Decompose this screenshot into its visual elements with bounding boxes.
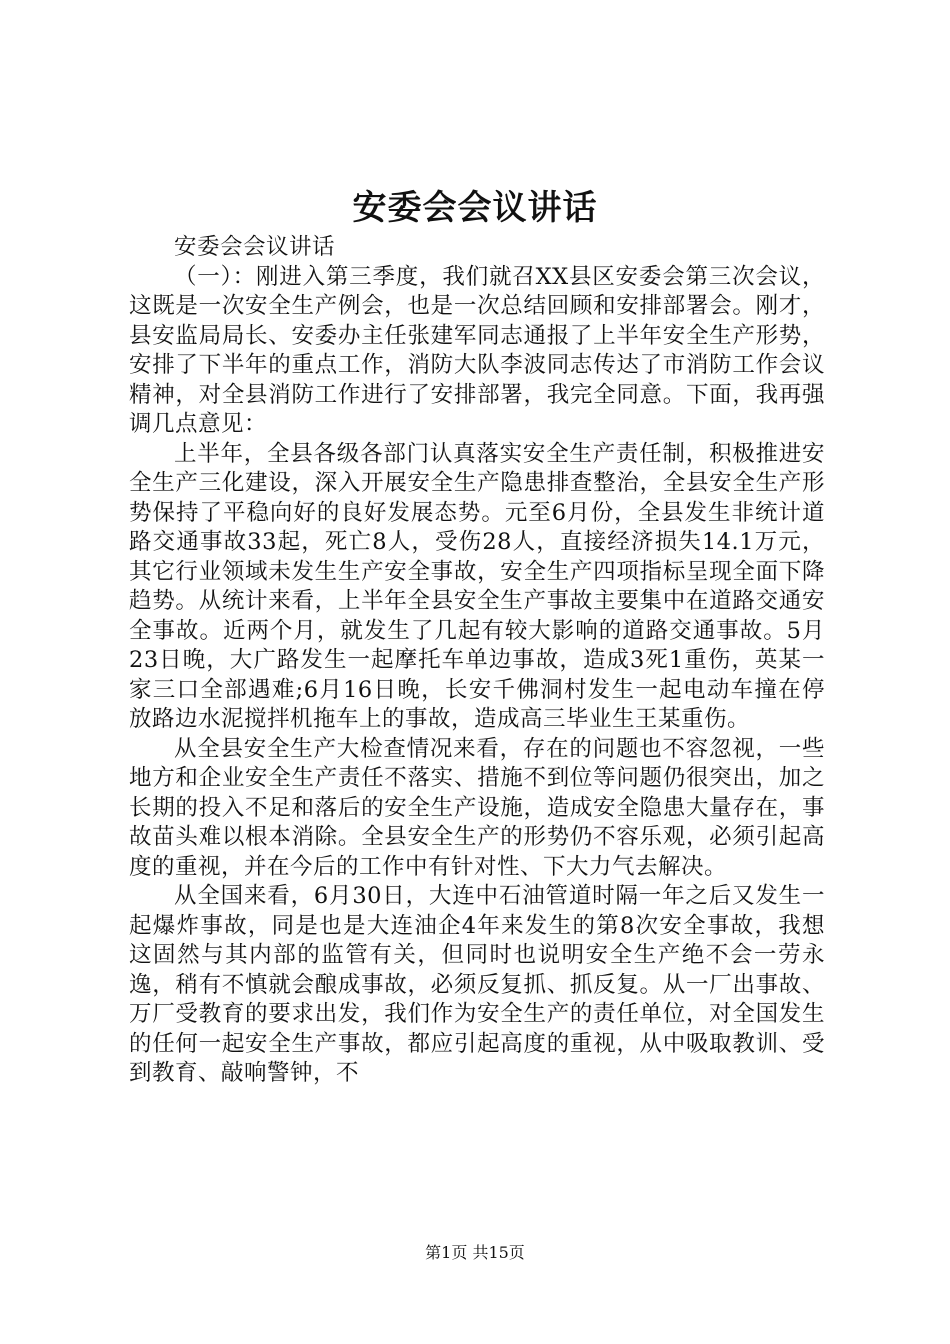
- document-body: [129, 233, 825, 1089]
- page-footer: 第1页 共15页: [425, 1243, 525, 1262]
- paragraph-first-half-review: 上半年，全县各级各部门认真落实安全生产责任制，积极推进安全生产三化建设，深入开展安全生产隐患排查整治，全县安全生产形势保持了平稳向好的良好发展态势。元至6月份，全县发生非统计道路交通事故33起，死亡8人，受伤28人，直接经济损失14.1万元，其它行业领域未发生生产安全事故，安全生产四项指标呈现全面下降趋势。从统计来看，上半年全县安全生产事故主要集中在道路交通安全事故。近两个月，就发生了几起有较大影响的道路交通事故。5月23日晚，大广路发生一起摩托车单边事故，造成3死1重伤，英某一家三口全部遇难;6月16日晚，长安千佛洞村发生一起电动车撞在停放路边水泥搅拌机拖车上的事故，造成高三毕业生王某重伤。: [129, 440, 825, 732]
- paragraph-intro: （一）：刚进入第三季度，我们就召XX县区安委会第三次会议，这既是一次安全生产例会，也是一次总结回顾和安排部署会。刚才，县安监局局长、安委办主任张建军同志通报了上半年安全生产形势，安排了下半年的重点工作，消防大队李波同志传达了市消防工作会议精神，对全县消防工作进行了安排部署，我完全同意。下面，我再强调几点意见：: [129, 263, 825, 437]
- paragraph-national-view: 从全国来看，6月30日，大连中石油管道时隔一年之后又发生一起爆炸事故，同是也是大连油企4年来发生的第8次安全事故，我想这固然与其内部的监管有关，但同时也说明安全生产绝不会一劳永逸，稍有不慎就会酿成事故，必须反复抓、抓反复。从一厂出事故、万厂受教育的要求出发，我们作为安全生产的责任单位，对全国发生的任何一起安全生产事故，都应引起高度的重视，从中吸取教训、受到教育、敲响警钟，不: [129, 883, 825, 1086]
- paragraph-subtitle: 安委会会议讲话: [174, 234, 336, 260]
- paragraph-inspection-issues: 从全县安全生产大检查情况来看，存在的问题也不容忽视，一些地方和企业安全生产责任不落实、措施不到位等问题仍很突出，加之长期的投入不足和落后的安全生产设施，造成安全隐患大量存在，事故苗头难以根本消除。全县安全生产的形势仍不容乐观，必须引起高度的重视，并在今后的工作中有针对性、下大力气去解决。: [129, 735, 825, 880]
- document-title: 安委会会议讲话: [352, 188, 598, 228]
